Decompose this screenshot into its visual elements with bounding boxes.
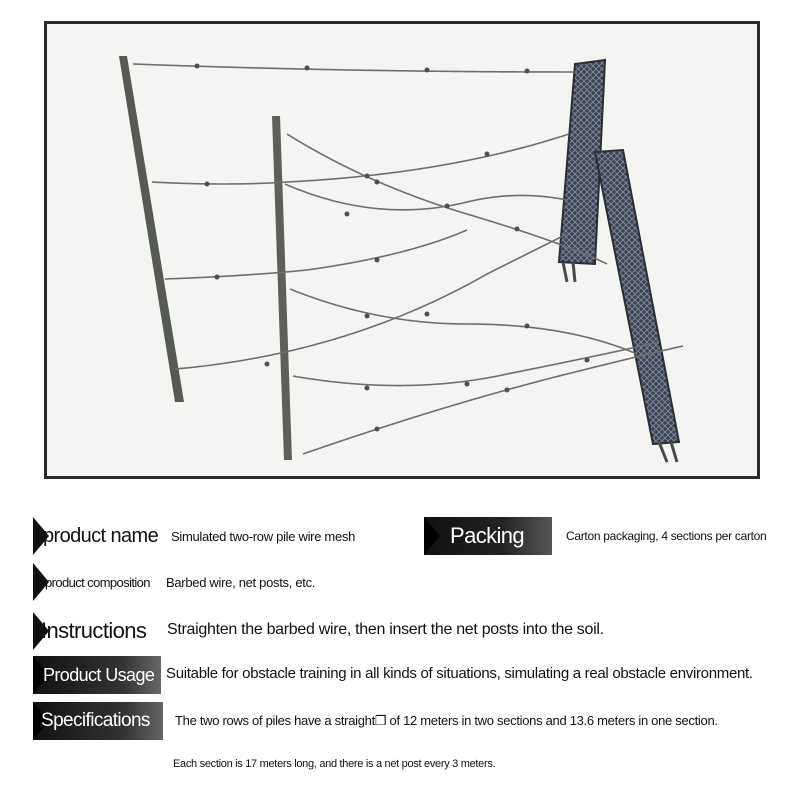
value-product-composition: Barbed wire, net posts, etc. xyxy=(166,575,316,590)
value-packing: Carton packaging, 4 sections per carton xyxy=(566,529,767,543)
value-instructions: Straighten the barbed wire, then insert the net posts into the soil. xyxy=(167,621,604,638)
footnote: Each section is 17 meters long, and there is a net post every 3 meters. xyxy=(173,758,496,770)
label-product-name: product name xyxy=(33,517,163,555)
label-specifications: Specifications xyxy=(33,702,163,740)
label-instructions: Instructions xyxy=(33,612,165,650)
label-product-usage: Product Usage xyxy=(33,656,161,694)
value-product-usage: Suitable for obstacle training in all kinds of situations, simulating a real obstacle environment. xyxy=(166,665,753,682)
value-specifications: The two rows of piles have a straight❒ of 12 meters in two sections and 13.6 meters in one section. xyxy=(175,713,718,728)
product-photo xyxy=(44,21,760,479)
value-product-name: Simulated two-row pile wire mesh xyxy=(171,529,356,544)
label-product-composition: product composition xyxy=(33,563,161,601)
barbed-wire-fence-image xyxy=(47,24,757,476)
label-packing: Packing xyxy=(424,517,552,555)
